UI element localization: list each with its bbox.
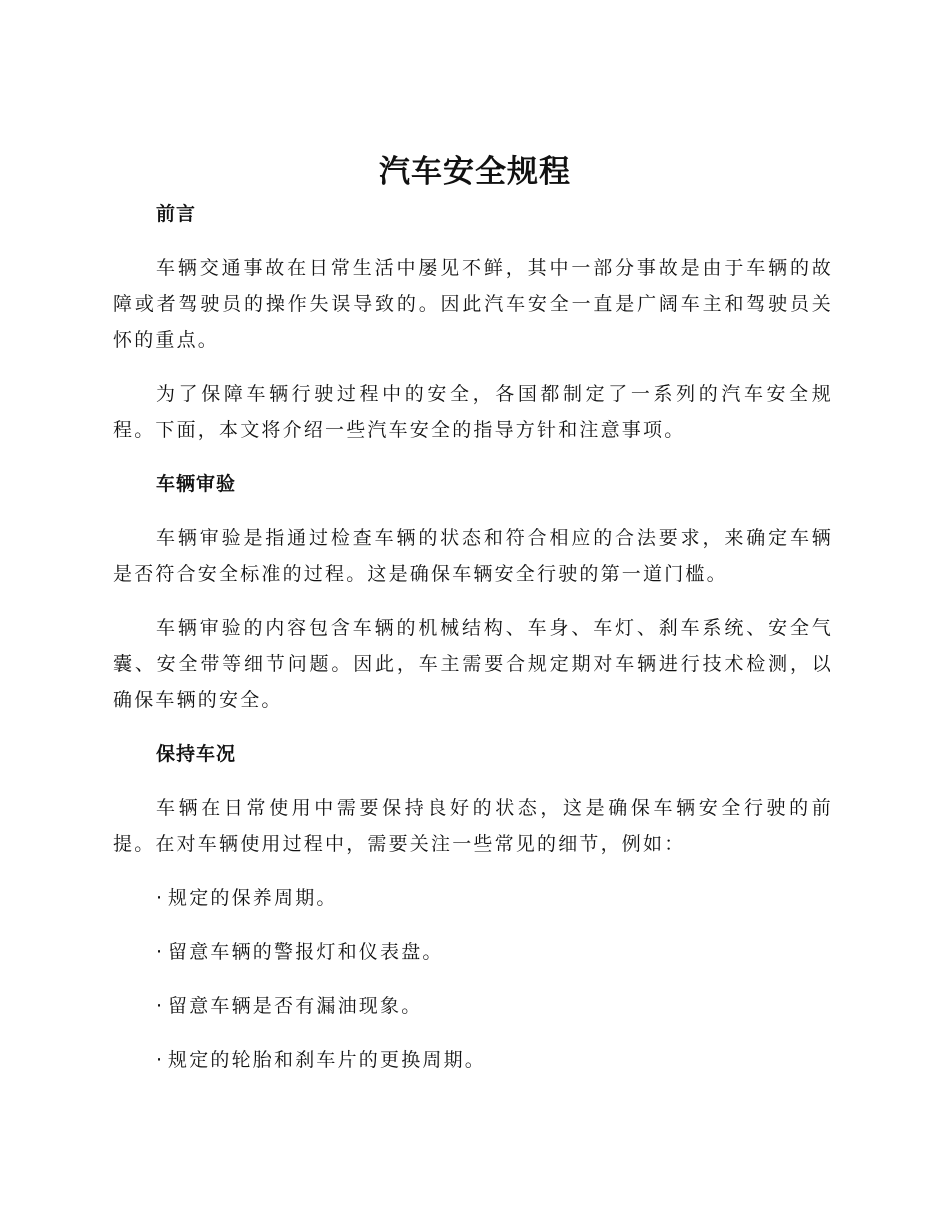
paragraph: 车辆审验的内容包含车辆的机械结构、车身、车灯、刹车系统、安全气囊、安全带等细节问题。因此，车主需要合规定期对车辆进行技术检测，以确保车辆的安全。 (113, 617, 833, 711)
list-item-text: 留意车辆是否有漏油现象。 (168, 995, 423, 1017)
paragraph: 车辆交通事故在日常生活中屡见不鲜，其中一部分事故是由于车辆的故障或者驾驶员的操作失误导致的。因此汽车安全一直是广阔车主和驾驶员关怀的重点。 (113, 257, 833, 351)
bullet-icon: · (156, 995, 165, 1017)
section-heading-inspection: 车辆审验 (156, 473, 237, 495)
bullet-icon: · (156, 887, 165, 909)
list-item (113, 988, 833, 1024)
section-heading-preface: 前言 (156, 203, 197, 225)
list-item-text: 规定的轮胎和刹车片的更换周期。 (168, 1049, 487, 1071)
paragraph: 车辆在日常使用中需要保持良好的状态，这是确保车辆安全行驶的前提。在对车辆使用过程中，需要关注一些常见的细节，例如： (113, 797, 833, 855)
list-item-text: 留意车辆的警报灯和仪表盘。 (168, 941, 444, 963)
list-item (113, 1042, 833, 1078)
list-item (113, 934, 833, 970)
paragraph: 为了保障车辆行驶过程中的安全，各国都制定了一系列的汽车安全规程。下面，本文将介绍一些汽车安全的指导方针和注意事项。 (113, 383, 833, 441)
list-item (113, 880, 833, 916)
list-item-text: 规定的保养周期。 (168, 887, 338, 909)
section-heading-maintain-condition: 保持车况 (156, 743, 237, 765)
document-body (113, 196, 833, 1096)
paragraph: 车辆审验是指通过检查车辆的状态和符合相应的合法要求，来确定车辆是否符合安全标准的过程。这是确保车辆安全行驶的第一道门槛。 (113, 527, 833, 585)
page-title: 汽车安全规程 (379, 154, 571, 190)
bullet-icon: · (156, 1049, 165, 1071)
bullet-icon: · (156, 941, 165, 963)
